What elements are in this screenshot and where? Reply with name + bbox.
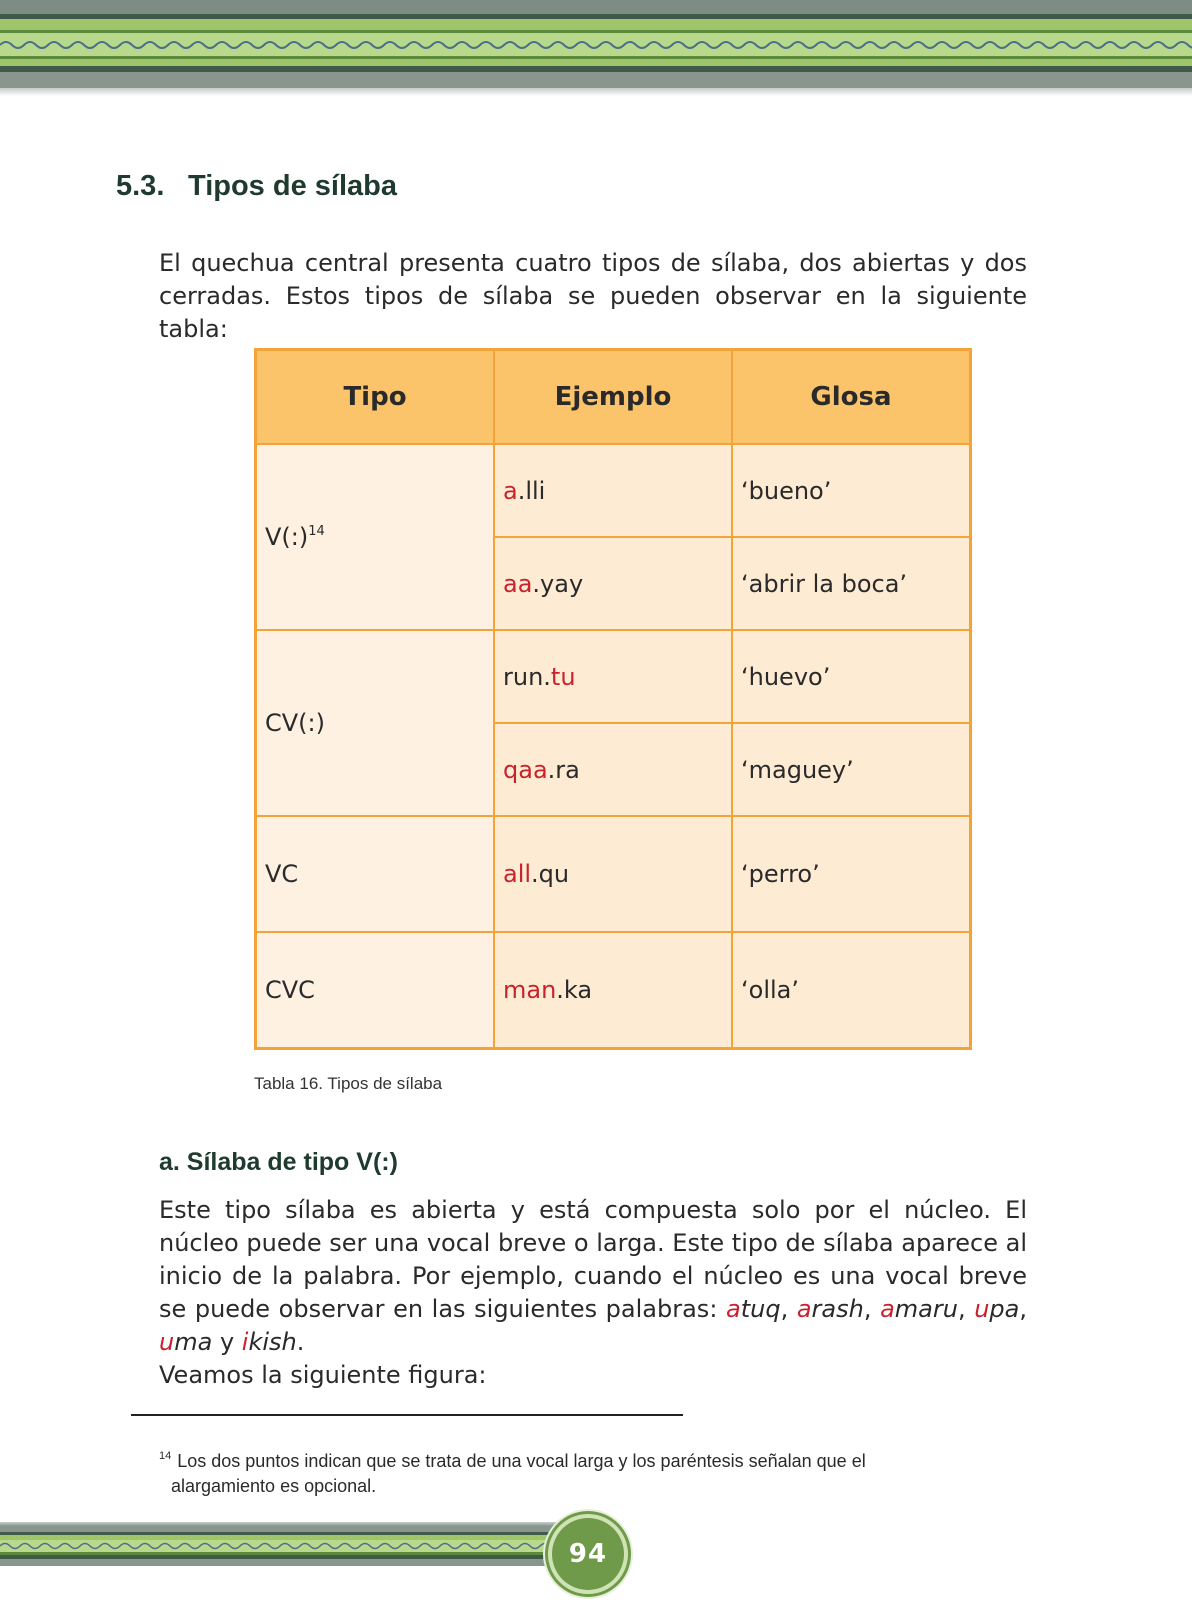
example-highlight: man (503, 976, 557, 1004)
table-row (256, 932, 971, 1049)
word-highlight: a (796, 1295, 812, 1323)
example-word (159, 1328, 212, 1356)
gloss-cell: ‘maguey’ (732, 723, 971, 816)
word-rest: maru (894, 1295, 958, 1323)
wave-pattern-icon (0, 38, 1192, 52)
gloss-cell: ‘olla’ (732, 932, 971, 1049)
separator: . (296, 1328, 305, 1356)
separator: , (1019, 1295, 1027, 1323)
gloss-cell: ‘abrir la boca’ (732, 537, 971, 630)
example-cell (494, 444, 732, 537)
footnote-mark: 14 (159, 1450, 172, 1462)
example-word (880, 1295, 958, 1323)
table-row (256, 816, 971, 932)
separator: , (863, 1295, 881, 1323)
example-rest: run. (503, 662, 551, 691)
word-rest: kish (248, 1328, 297, 1356)
gloss-cell: ‘bueno’ (732, 444, 971, 537)
syllable-types-table (254, 348, 972, 1050)
section-number: 5.3. (116, 170, 165, 202)
example-rest: .ka (556, 976, 593, 1004)
word-rest: rash (811, 1295, 864, 1323)
example-word (242, 1328, 297, 1356)
table-row (256, 444, 971, 537)
header-glosa: Glosa (732, 350, 971, 445)
example-word (797, 1295, 864, 1323)
paragraph-text: Este tipo sílaba es abierta y está compuesta solo por el núcleo. El núcleo puede ser una vocal breve o larga. Este tipo de sílaba aparece al inicio de la palabra. Por ejemplo, cuando el núcleo es una vocal breve se puede observar en las siguientes palabras: (159, 1196, 1027, 1323)
word-highlight: a (726, 1295, 741, 1323)
tipo-cell: CVC (256, 932, 495, 1049)
table-header-row (256, 350, 971, 445)
gloss-cell: ‘huevo’ (732, 630, 971, 723)
word-highlight: a (880, 1295, 895, 1323)
separator: , (780, 1295, 797, 1323)
word-rest: pa (989, 1295, 1020, 1323)
example-cell (494, 932, 732, 1049)
subsection-title: a. Sílaba de tipo V(:) (159, 1148, 398, 1176)
table-caption: Tabla 16. Tipos de sílaba (254, 1074, 443, 1093)
header-ejemplo: Ejemplo (494, 350, 732, 445)
footnote-ref: 14 (308, 524, 325, 539)
example-cell (494, 723, 732, 816)
separator: , (957, 1295, 975, 1323)
section-title-text: Tipos de sílaba (188, 170, 397, 202)
example-word (974, 1295, 1019, 1323)
example-rest: .yay (532, 569, 584, 598)
word-highlight: u (159, 1328, 175, 1356)
example-cell (494, 816, 732, 932)
tipo-cell: VC (256, 816, 495, 932)
body-paragraph (159, 1194, 1027, 1392)
example-highlight: all (503, 860, 532, 888)
footnote-divider (131, 1414, 683, 1416)
bottom-decorative-band (0, 1522, 580, 1566)
example-rest: .ra (547, 755, 580, 784)
word-rest: tuq (740, 1295, 781, 1323)
tipo-label: V(:) (265, 523, 309, 551)
example-highlight: qaa (503, 755, 548, 784)
example-highlight: tu (550, 662, 576, 691)
example-cell (494, 537, 732, 630)
footnote (159, 1444, 1027, 1499)
intro-paragraph: El quechua central presenta cuatro tipos de sílaba, dos abiertas y dos cerradas. Estos tipos de sílaba se pueden observar en la siguiente tabla: (159, 249, 1027, 343)
example-word (726, 1295, 781, 1323)
wave-pattern-icon (0, 1541, 580, 1551)
example-highlight: a (503, 476, 518, 505)
header-tipo: Tipo (256, 350, 495, 445)
table-row (256, 630, 971, 723)
word-highlight: u (974, 1295, 990, 1323)
footnote-text: Los dos puntos indican que se trata de una vocal larga y los paréntesis señalan que el (177, 1451, 866, 1471)
page-number-badge (552, 1518, 624, 1590)
gloss-cell: ‘perro’ (732, 816, 971, 932)
section-title (116, 170, 397, 203)
word-rest: ma (174, 1328, 213, 1356)
paragraph-closing: Veamos la siguiente figura: (159, 1361, 487, 1389)
tipo-cell: CV(:) (256, 630, 495, 816)
example-rest: .qu (531, 860, 570, 888)
top-decorative-band (0, 0, 1192, 96)
page-number: 94 (568, 1539, 608, 1569)
example-cell (494, 630, 732, 723)
footnote-text-cont: alargamiento es opcional. (171, 1476, 377, 1496)
tipo-cell (256, 444, 495, 630)
word-highlight: i (241, 1328, 249, 1356)
example-rest: .lli (517, 476, 546, 505)
separator: y (212, 1328, 242, 1356)
example-highlight: aa (503, 569, 533, 598)
